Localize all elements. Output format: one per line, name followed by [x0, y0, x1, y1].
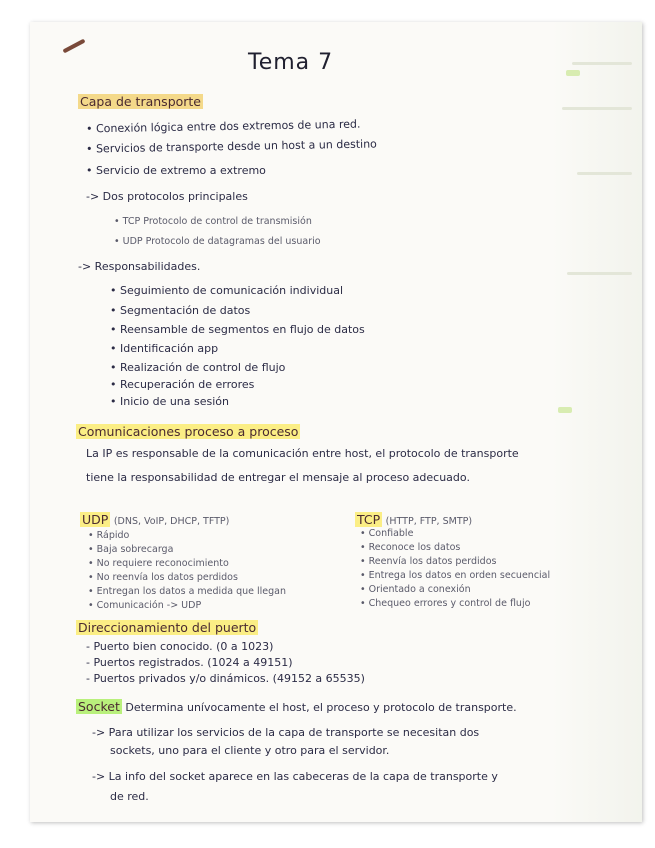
bullet-item: • TCP Protocolo de control de transmisión — [114, 216, 312, 227]
bullet-item: • Reensamble de segmentos en flujo de datos — [110, 323, 365, 336]
tcp-item: • Reconoce los datos — [360, 542, 461, 553]
bullet-item: • Recuperación de errores — [110, 378, 255, 391]
bleed-mark — [566, 70, 580, 76]
notebook-page — [30, 22, 642, 822]
bleed-line — [577, 172, 632, 175]
bleed-line — [562, 107, 632, 110]
udp-item: • Comunicación -> UDP — [88, 600, 202, 611]
bullet-item: • Identificación app — [110, 342, 219, 355]
tcp-item: • Chequeo errores y control de flujo — [360, 598, 531, 609]
bullet-item: • UDP Protocolo de datagramas del usuario — [114, 236, 321, 247]
bullet-item: • Inicio de una sesión — [110, 395, 230, 408]
section-heading: Capa de transporte — [80, 94, 202, 109]
arrow-item: -> Dos protocolos principales — [86, 190, 248, 203]
udp-item: • Rápido — [88, 530, 130, 541]
paragraph-line: sockets, uno para el cliente y otro para el servidor. — [110, 744, 390, 757]
tcp-heading: TCP (HTTP, FTP, SMTP) — [357, 512, 473, 527]
page-edge-shadow — [552, 22, 642, 822]
arrow-item: -> La info del socket aparece en las cabeceras de la capa de transporte y — [92, 770, 498, 783]
port-range-item: - Puerto bien conocido. (0 a 1023) — [86, 640, 274, 653]
bullet-item: • Servicios de transporte desde un host a un destino — [85, 137, 377, 156]
arrow-item: -> Responsabilidades. — [78, 260, 201, 273]
udp-heading: UDP (DNS, VoIP, DHCP, TFTP) — [82, 512, 230, 527]
tcp-item: • Confiable — [360, 528, 414, 539]
section-heading: Direccionamiento del puerto — [78, 620, 257, 635]
tcp-item: • Entrega los datos en orden secuencial — [360, 570, 551, 581]
bullet-item: • Segmentación de datos — [110, 304, 251, 317]
bullet-item: • Realización de control de flujo — [110, 361, 286, 374]
bleed-mark — [558, 407, 572, 413]
bleed-line — [572, 62, 632, 65]
tcp-item: • Reenvía los datos perdidos — [360, 556, 497, 567]
section-heading: Comunicaciones proceso a proceso — [78, 424, 299, 439]
paragraph-line: tiene la responsabilidad de entregar el mensaje al proceso adecuado. — [86, 471, 470, 484]
arrow-item: -> Para utilizar los servicios de la capa de transporte se necesitan dos — [92, 726, 480, 739]
pencil-mark — [62, 39, 85, 54]
udp-item: • Baja sobrecarga — [88, 544, 174, 555]
bleed-line — [567, 272, 632, 275]
udp-item: • No requiere reconocimiento — [88, 558, 229, 569]
bullet-item: • Servicio de extremo a extremo — [86, 164, 266, 177]
port-range-item: - Puertos privados y/o dinámicos. (49152 a 65535) — [86, 672, 365, 685]
socket-definition: Socket Determina unívocamente el host, el proceso y protocolo de transporte. — [78, 699, 517, 714]
udp-item: • Entregan los datos a medida que llegan — [88, 586, 286, 597]
udp-item: • No reenvía los datos perdidos — [88, 572, 238, 583]
page-title: Tema 7 — [248, 50, 334, 75]
bullet-item: • Seguimiento de comunicación individual — [110, 284, 344, 297]
tcp-item: • Orientado a conexión — [360, 584, 471, 595]
paragraph-line: de red. — [110, 790, 149, 803]
paragraph-line: La IP es responsable de la comunicación entre host, el protocolo de transporte — [86, 447, 519, 460]
bullet-item: • Conexión lógica entre dos extremos de una red. — [85, 117, 361, 136]
port-range-item: - Puertos registrados. (1024 a 49151) — [86, 656, 293, 669]
